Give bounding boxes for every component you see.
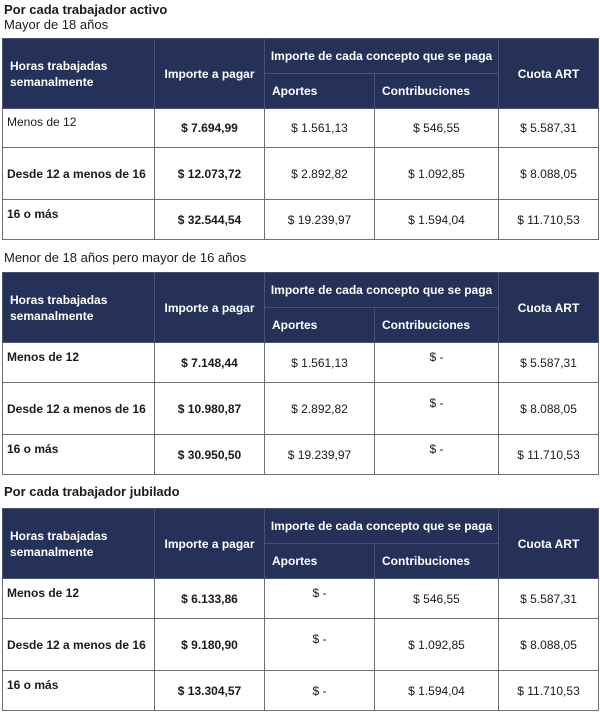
row-cuota: $ 8.088,05	[499, 148, 599, 200]
header-horas: Horas trabajadas semanalmente	[3, 273, 155, 343]
row-label-text: Menos de 12	[7, 115, 77, 129]
row-cuota: $ 11.710,53	[499, 200, 599, 240]
table-row	[3, 619, 599, 671]
row-label	[3, 435, 155, 475]
row-contribuciones: $ 1.594,04	[375, 200, 499, 240]
row-label-text: 16 o más	[7, 677, 59, 692]
table-row	[3, 109, 599, 148]
table-row	[3, 200, 599, 240]
row-cuota: $ 5.587,31	[499, 579, 599, 619]
row-aportes	[265, 619, 375, 671]
row-label: Desde 12 a menos de 16	[3, 383, 155, 435]
row-aportes: $ 2.892,82	[265, 148, 375, 200]
header-row	[3, 273, 599, 308]
row-aportes: $ 2.892,82	[265, 383, 375, 435]
header-concepto: Importe de cada concepto que se paga	[265, 273, 499, 308]
row-contribuciones: $ 546,55	[375, 109, 499, 148]
row-total: $ 10.980,87	[155, 383, 265, 435]
row-aportes: $ 19.239,97	[265, 200, 375, 240]
table-row	[3, 148, 599, 200]
row-aportes	[265, 579, 375, 619]
row-contribuciones	[375, 343, 499, 383]
table-row	[3, 343, 599, 383]
section-2-subheading: Menor de 18 años pero mayor de 16 años	[4, 250, 247, 265]
header-importe: Importe a pagar	[155, 273, 265, 343]
header-importe: Importe a pagar	[155, 509, 265, 579]
row-cuota: $ 5.587,31	[499, 109, 599, 148]
header-contribuciones: Contribuciones	[375, 74, 499, 109]
header-cuota: Cuota ART	[499, 509, 599, 579]
row-total: $ 9.180,90	[155, 619, 265, 671]
row-contribuciones: $ 1.092,85	[375, 619, 499, 671]
header-horas: Horas trabajadas semanalmente	[3, 509, 155, 579]
row-contribuciones-text: $ -	[429, 441, 444, 456]
header-row	[3, 39, 599, 74]
header-contribuciones: Contribuciones	[375, 308, 499, 343]
row-aportes-text: $ -	[312, 585, 327, 600]
row-total: $ 12.073,72	[155, 148, 265, 200]
row-contribuciones: $ 1.594,04	[375, 671, 499, 711]
row-label-text: 16 o más	[7, 441, 59, 456]
row-label	[3, 200, 155, 240]
header-concepto: Importe de cada concepto que se paga	[265, 39, 499, 74]
section-1-heading: Por cada trabajador activo	[4, 2, 168, 17]
row-contribuciones	[375, 435, 499, 475]
row-aportes: $ 1.561,13	[265, 343, 375, 383]
row-total: $ 7.694,99	[155, 109, 265, 148]
row-aportes: $ -	[265, 671, 375, 711]
row-cuota: $ 11.710,53	[499, 435, 599, 475]
row-total: $ 30.950,50	[155, 435, 265, 475]
header-horas: Horas trabajadas semanalmente	[3, 39, 155, 109]
row-total: $ 13.304,57	[155, 671, 265, 711]
table-row	[3, 435, 599, 475]
header-cuota: Cuota ART	[499, 39, 599, 109]
row-label-text: Menos de 12	[7, 349, 80, 364]
row-cuota: $ 11.710,53	[499, 671, 599, 711]
header-importe: Importe a pagar	[155, 39, 265, 109]
row-label: Desde 12 a menos de 16	[3, 148, 155, 200]
fee-table-minor	[2, 272, 599, 475]
row-cuota: $ 8.088,05	[499, 383, 599, 435]
table-row	[3, 383, 599, 435]
row-label	[3, 109, 155, 148]
table-row	[3, 579, 599, 619]
row-total: $ 6.133,86	[155, 579, 265, 619]
header-contribuciones: Contribuciones	[375, 544, 499, 579]
row-label-text: Menos de 12	[7, 585, 80, 600]
row-label	[3, 579, 155, 619]
row-contribuciones-text: $ -	[429, 349, 444, 364]
row-contribuciones: $ 1.092,85	[375, 148, 499, 200]
header-row	[3, 509, 599, 544]
row-label-text: 16 o más	[7, 206, 59, 221]
row-contribuciones: $ 546,55	[375, 579, 499, 619]
row-cuota: $ 5.587,31	[499, 343, 599, 383]
header-cuota: Cuota ART	[499, 273, 599, 343]
fee-table-retired	[2, 508, 599, 711]
header-aportes: Aportes	[265, 544, 375, 579]
table-row	[3, 671, 599, 711]
row-aportes-text: $ -	[312, 631, 327, 646]
row-aportes: $ 1.561,13	[265, 109, 375, 148]
row-aportes: $ 19.239,97	[265, 435, 375, 475]
row-contribuciones	[375, 383, 499, 435]
fee-table-adult	[2, 38, 599, 240]
row-cuota: $ 8.088,05	[499, 619, 599, 671]
row-label	[3, 343, 155, 383]
row-total: $ 32.544,54	[155, 200, 265, 240]
header-concepto: Importe de cada concepto que se paga	[265, 509, 499, 544]
row-total: $ 7.148,44	[155, 343, 265, 383]
row-label: Desde 12 a menos de 16	[3, 619, 155, 671]
header-aportes: Aportes	[265, 308, 375, 343]
section-3-heading: Por cada trabajador jubilado	[4, 484, 180, 499]
header-aportes: Aportes	[265, 74, 375, 109]
section-1-subheading: Mayor de 18 años	[4, 17, 109, 32]
row-label	[3, 671, 155, 711]
row-contribuciones-text: $ -	[429, 395, 444, 410]
